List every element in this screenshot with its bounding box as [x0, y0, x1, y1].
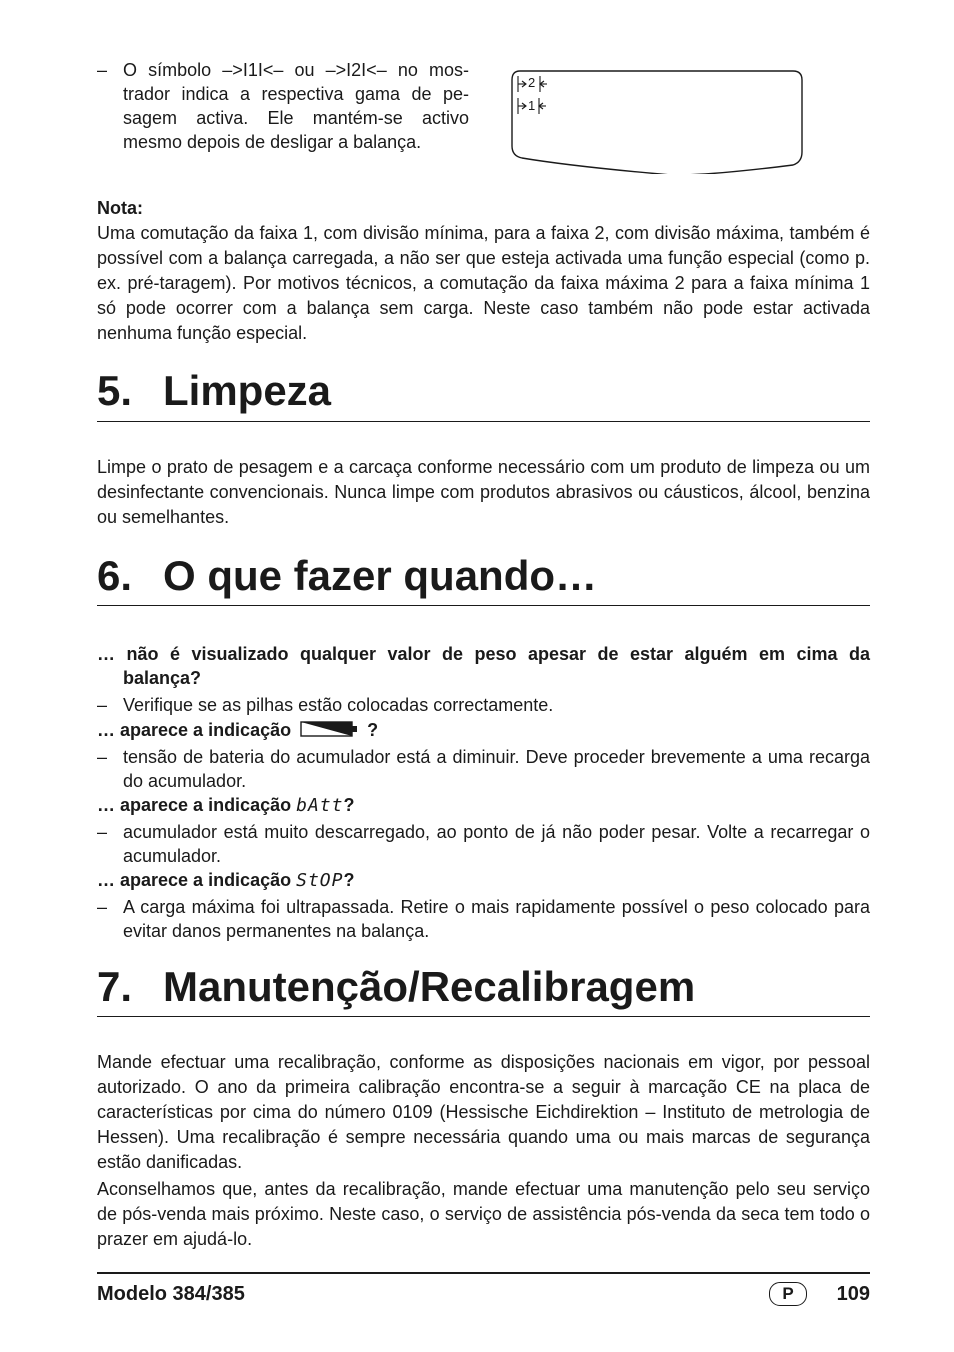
- top-line-2: trador indica a respectiva gama de pe-: [123, 84, 469, 104]
- answer-3-dash: –: [97, 822, 108, 842]
- answer-1-dash: –: [97, 695, 108, 715]
- section-7-number: 7.: [97, 963, 133, 1010]
- display-range-2: 2: [528, 75, 536, 90]
- section-5-heading: [97, 366, 870, 416]
- question-3-end: ?: [343, 795, 355, 815]
- section-5-title: Limpeza: [163, 367, 332, 414]
- question-2: [97, 718, 870, 743]
- display-range-1: 1: [528, 98, 536, 113]
- top-bullet-dash: –: [97, 60, 108, 80]
- battery-low-icon: [300, 719, 358, 743]
- section-5-rule: [97, 421, 870, 422]
- section-6-number: 6.: [97, 552, 133, 599]
- top-line-3: sagem activa. Ele mantém-se activo: [123, 108, 469, 128]
- note-text: Uma comutação da faixa 1, com divisão mínima, para a faixa 2, com divisão máxima, também é possível com a balança carregada, a não ser que esteja activada uma função especial (como p. ex. pré-taragem). Por motivos técnicos, a comutação da faixa máxima 2 para a faixa mínima 1 só pode ocorrer com a balança sem carga. Neste caso também não pode estar activada nenhuma função especial.: [97, 223, 870, 343]
- question-2-end: ?: [367, 720, 379, 740]
- section-5-number: 5.: [97, 367, 133, 414]
- display-illustration: [510, 70, 804, 174]
- footer-lang-badge: P: [769, 1282, 807, 1306]
- section-7-para-2: Aconselhamos que, antes da recalibração, mande efectuar uma manutenção pelo seu serviço de pós-venda mais próximo. Neste caso, o serviço de assistência pós-venda da seca tem todo o prazer em ajudá-lo.: [97, 1179, 870, 1249]
- section-6-title: O que fazer quando…: [163, 552, 598, 599]
- footer-rule: [97, 1272, 870, 1274]
- section-6-heading: [97, 551, 870, 601]
- section-7-para-1: Mande efectuar uma recalibração, conforme as disposições nacionais em vigor, por pessoal autorizado. O ano da primeira calibração encontra-se a seguir à marcação CE na placa de características por cima do número 0109 (Hessische Eichdirektion – Instituto de metrologia de Hessen). Uma recalibração é sempre necessária quando uma ou mais marcas de segurança estão danificadas.: [97, 1052, 870, 1172]
- top-line-1: O símbolo –>I1I<– ou –>I2I<– no mos-: [123, 60, 469, 80]
- section-6-rule: [97, 605, 870, 606]
- question-1-line-1: … não é visualizado qualquer valor de peso apesar de estar alguém em cima da: [97, 644, 870, 664]
- note-label: Nota:: [97, 198, 143, 218]
- question-1-line-2: balança?: [123, 668, 202, 688]
- question-3: [97, 793, 870, 818]
- section-5-text: Limpe o prato de pesagem e a carcaça conforme necessário com um produto de limpeza ou um desinfectante convencionais. Nunca limpe com produtos abrasivos ou cáusticos, álcool, benzina ou semelhantes.: [97, 457, 870, 527]
- answer-2-dash: –: [97, 747, 108, 767]
- question-4-text: … aparece a indicação: [97, 870, 292, 890]
- section-7-title: Manutenção/Recalibragem: [163, 963, 696, 1010]
- section-7-rule: [97, 1016, 870, 1017]
- batt-code: bAtt: [296, 795, 344, 816]
- footer-page-number: 109: [836, 1283, 870, 1305]
- question-2-text: … aparece a indicação: [97, 720, 292, 740]
- answer-3: acumulador está muito descarregado, ao ponto de já não poder pesar. Volte a recarregar o acumulador.: [123, 822, 870, 866]
- answer-4: A carga máxima foi ultrapassada. Retire o mais rapidamente possível o peso colocado para evitar danos permanentes na balança.: [123, 897, 870, 941]
- question-4-end: ?: [343, 870, 355, 890]
- answer-1: Verifique se as pilhas estão colocadas correctamente.: [123, 695, 554, 715]
- top-line-4: mesmo depois de desligar a balança.: [123, 132, 422, 152]
- answer-4-dash: –: [97, 897, 108, 917]
- footer-model: Modelo 384/385: [97, 1283, 245, 1305]
- display-outline: [510, 70, 804, 174]
- section-7-heading: [97, 962, 870, 1012]
- answer-2: tensão de bateria do acumulador está a diminuir. Deve proceder brevemente a uma recarga do acumulador.: [123, 747, 870, 791]
- question-4: [97, 868, 870, 893]
- stop-code: StOP: [296, 870, 344, 891]
- question-3-text: … aparece a indicação: [97, 795, 292, 815]
- question-1: [97, 642, 870, 690]
